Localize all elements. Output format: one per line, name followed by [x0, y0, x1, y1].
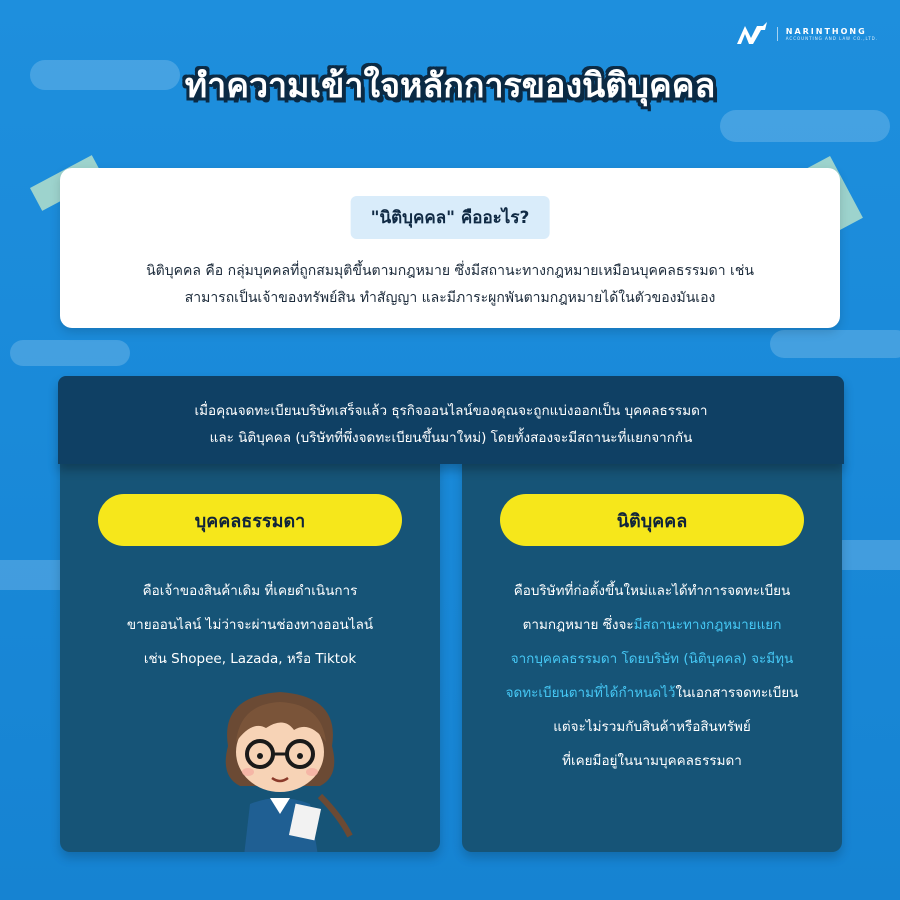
- juristic-person-line: คือบริษัทที่ก่อตั้งขึ้นใหม่และได้ทำการจดทะเบียน: [513, 583, 791, 599]
- juristic-person-line: แต่จะไม่รวมกับสินค้าหรือสินทรัพย์: [553, 719, 751, 735]
- definition-line: นิติบุคคล คือ กลุ่มบุคคลที่ถูกสมมุติขึ้นตามกฎหมาย ซึ่งมีสถานะทางกฎหมายเหมือนบุคคลธรรมดา เช่น: [146, 263, 754, 279]
- natural-person-text: [80, 574, 420, 676]
- juristic-person-panel: [462, 456, 842, 852]
- juristic-person-line: ที่เคยมีอยู่ในนามบุคคลธรรมดา: [562, 753, 742, 769]
- definition-text: [80, 258, 820, 312]
- juristic-person-line: [482, 676, 822, 710]
- person-illustration-icon: [200, 686, 360, 852]
- natural-person-line: ขายออนไลน์ ไม่ว่าจะผ่านช่องทางออนไลน์: [126, 617, 374, 633]
- page-title: ทำความเข้าใจหลักการของนิติบุคคล: [184, 66, 716, 106]
- brand-name: NARINTHONG: [785, 27, 867, 36]
- plain-text: ในเอกสารจดทะเบียน: [675, 685, 799, 701]
- definition-card: [60, 168, 840, 328]
- plain-text: ตามกฎหมาย ซึ่งจะ: [522, 617, 634, 633]
- juristic-person-text: [482, 574, 822, 778]
- brand-tagline: ACCOUNTING AND LAW CO.,LTD.: [785, 36, 878, 41]
- definition-heading: "นิติบุคคล" คืออะไร?: [351, 196, 550, 239]
- intro-box: [58, 376, 844, 464]
- cloud-decoration: [720, 110, 890, 142]
- cloud-decoration: [770, 330, 900, 358]
- highlight-text: จดทะเบียนตามที่ได้กำหนดไว้: [505, 685, 676, 701]
- definition-line: สามารถเป็นเจ้าของทรัพย์สิน ทำสัญญา และมีภาระผูกพันตามกฎหมายได้ในตัวของมันเอง: [184, 290, 716, 306]
- highlight-text: จากบุคคลธรรมดา โดยบริษัท (นิติบุคคล) จะมีทุน: [510, 651, 794, 667]
- intro-line: และ นิติบุคคล (บริษัทที่พึ่งจดทะเบียนขึ้นมาใหม่) โดยทั้งสองจะมีสถานะที่แยกจากกัน: [209, 430, 693, 446]
- cloud-decoration: [10, 340, 130, 366]
- natural-person-line: คือเจ้าของสินค้าเดิม ที่เคยดำเนินการ: [142, 583, 358, 599]
- brand-mark-icon: [735, 22, 769, 46]
- highlight-text: มีสถานะทางกฎหมายแยก: [633, 617, 782, 633]
- natural-person-heading: บุคคลธรรมดา: [98, 494, 402, 546]
- intro-text: [78, 398, 824, 452]
- intro-line: เมื่อคุณจดทะเบียนบริษัทเสร็จแล้ว ธุรกิจออนไลน์ของคุณจะถูกแบ่งออกเป็น บุคคลธรรมดา: [194, 403, 708, 419]
- natural-person-line: เช่น Shopee, Lazada, หรือ Tiktok: [143, 651, 357, 667]
- juristic-person-heading: นิติบุคคล: [500, 494, 804, 546]
- natural-person-panel: [60, 456, 440, 852]
- juristic-person-line: [482, 608, 822, 642]
- brand-logo: [735, 22, 878, 46]
